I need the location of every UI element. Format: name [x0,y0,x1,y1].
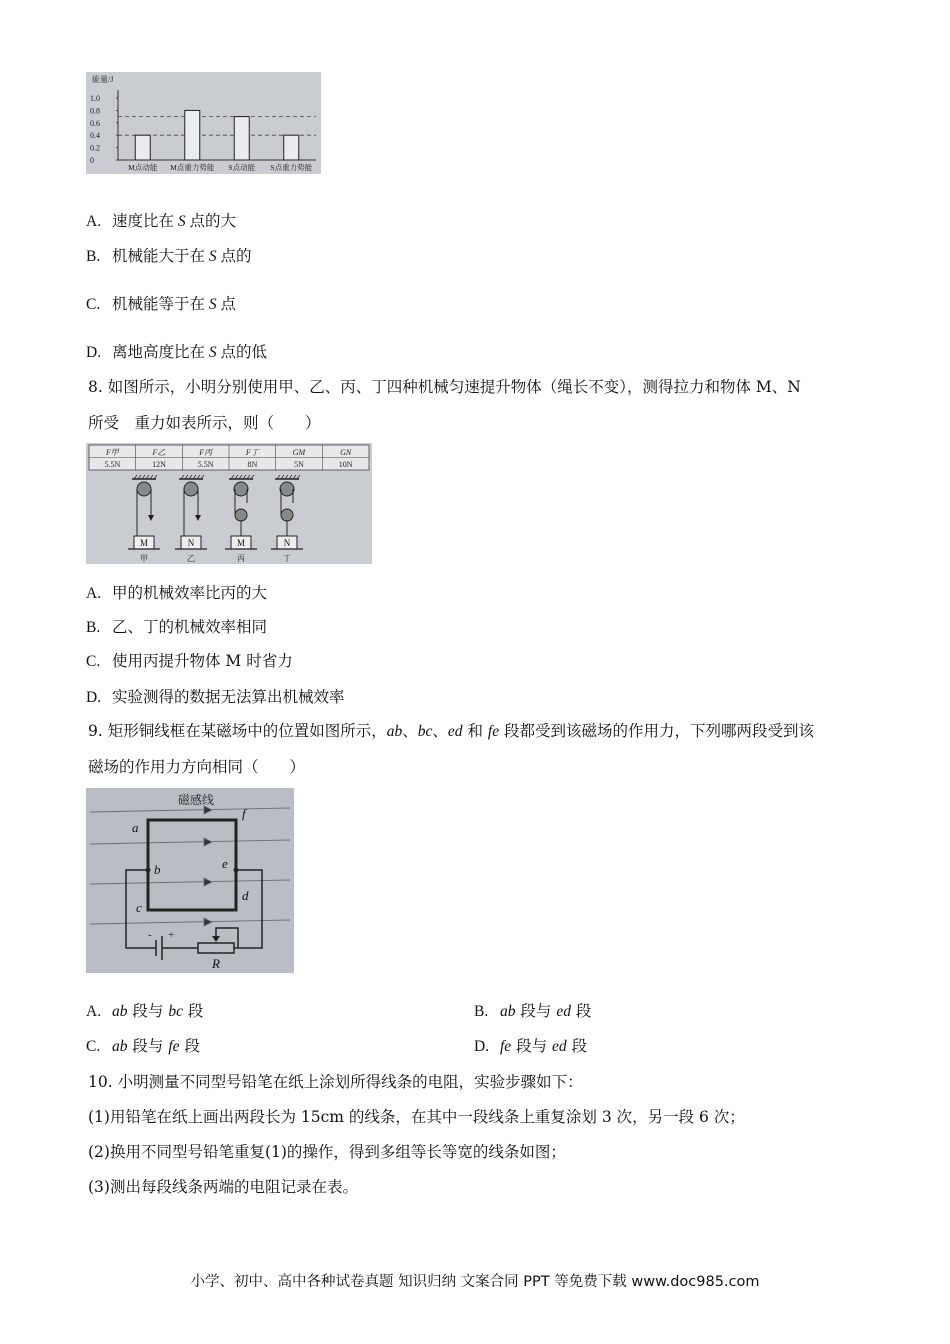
energy-chart-svg [86,72,321,174]
option-text: 段 [179,1037,200,1055]
figure-point-label: e [222,856,228,871]
table-value-cell: 5.5N [104,460,121,469]
option-segment: ed [556,1003,571,1020]
table-header-cell: GN [340,448,352,457]
table-value-cell: 12N [152,460,166,469]
q10-step2: (2)换用不同型号铅笔重复(1)的操作，得到多组等长等宽的线条如图； [88,1143,566,1161]
energy-bar-chart [86,72,321,174]
table-header-cell: F乙 [152,448,166,457]
energy-bar [185,110,200,160]
y-tick-label: 0.4 [90,131,100,141]
field-line [90,920,290,924]
option-variable: S [205,248,221,265]
q10-stem-line1: 10. 小明测量不同型号铅笔在纸上涂划所得线条的电阻，实验步骤如下： [88,1073,583,1091]
option-text: 离地高度比在 [112,343,206,361]
category-label: S点动能 [228,163,256,172]
option-text: 乙、丁的机械效率相同 [112,618,268,636]
option-text: 机械能大于在 [112,247,206,265]
option-text: 机械能等于在 [112,295,206,313]
option-letter: A. [86,585,102,602]
machine-label: 乙 [187,554,195,563]
field-arrow [204,878,212,886]
pulley-svg [86,443,372,564]
fig-title-text: 磁感线 [178,793,215,807]
q9-option[interactable] [86,1036,200,1057]
option-letter: C. [86,653,101,670]
pulley-wheel [234,482,248,496]
table-header-cell: GM [292,448,306,457]
q9-option[interactable] [86,1001,203,1022]
block-label: M [236,538,246,548]
option-text: 段 [571,1002,592,1020]
q9-stem-line2: 磁场的作用力方向相同（ ） [88,758,306,776]
category-label: M点重力势能 [170,163,215,172]
energy-bar [234,117,249,160]
block-label: N [283,538,291,548]
option-segment: ab [500,1003,516,1020]
table-value-cell: 5.5N [197,460,214,469]
q8-option[interactable] [86,687,345,708]
field-line [90,840,290,844]
q8-option[interactable] [86,617,267,638]
q9-stem-line1: 9. 矩形铜线框在某磁场中的位置如图所示，ab、bc、ed 和 fe 段都受到该磁场的作用力，下列哪两段受到该 [88,722,815,740]
option-segment: ab [112,1038,128,1055]
option-letter: D. [86,344,102,361]
option-text: 点的低 [220,343,268,361]
q9-option[interactable] [474,1036,587,1057]
q7-option[interactable] [86,294,236,315]
option-segment: ed [552,1038,567,1055]
svg-text:+: + [168,929,175,941]
table-value-cell: 8N [247,460,258,469]
option-text: 段与 [127,1002,169,1020]
figure-point-label: c [136,900,142,915]
y-tick-label: 0.8 [90,106,100,116]
option-variable: S [205,296,221,313]
energy-y-label: 能量/J [92,75,114,84]
energy-bar [135,135,150,160]
option-variable: S [174,213,190,230]
pulley-wheel [235,509,247,521]
table-header-cell: F丁 [245,448,259,457]
option-text: 速度比在 [112,212,175,230]
option-segment: fe [168,1038,180,1055]
y-tick-label: 0.2 [90,143,100,153]
figure-point-label: d [242,888,249,903]
figure-point-label: b [154,862,161,877]
pulley-wheel [137,482,151,496]
table-value-cell: 10N [338,460,353,469]
table-value-cell: 5N [294,460,304,469]
option-segment: bc [168,1003,183,1020]
q9-option[interactable] [474,1001,591,1022]
y-tick-label: 0 [90,156,94,165]
table-header-cell: F甲 [105,448,119,457]
option-text: 实验测得的数据无法算出机械效率 [112,688,345,706]
q8-option[interactable] [86,583,267,604]
block-label: N [187,538,195,548]
category-label: S点重力势能 [270,163,313,172]
option-text: 甲的机械效率比丙的大 [112,584,268,602]
option-text: 段与 [515,1002,557,1020]
machine-label: 丙 [237,554,245,563]
option-letter: D. [86,689,102,706]
option-text: 段与 [511,1037,553,1055]
q7-option[interactable] [86,246,252,267]
option-letter: B. [474,1003,489,1020]
footer-text: 小学、初中、高中各种试卷真题 知识归纳 文案合同 PPT 等免费下载 www.doc985.com [190,1274,760,1290]
option-text: 点的大 [189,212,237,230]
field-arrow [204,918,212,926]
magnetic-svg [86,788,294,973]
option-text: 段与 [127,1037,169,1055]
q7-option[interactable] [86,342,267,363]
q8-stem-line1: 8. 如图所示，小明分别使用甲、乙、丙、丁四种机械匀速提升物体（绳长不变），测得拉力和物体 M、N [88,378,801,396]
pulley-wheel [280,482,294,496]
pulley-wheel [184,482,198,496]
pulley-figure [86,443,372,564]
option-text: 段 [566,1037,588,1055]
q8-option[interactable] [86,651,293,672]
svg-text:-: - [148,929,152,941]
option-letter: A. [86,213,102,230]
option-letter: B. [86,619,101,636]
y-tick-label: 1.0 [90,94,100,103]
q8-stem-line2: 所受 重力如表所示，则（ ） [88,414,321,432]
machine-label: 甲 [140,554,148,563]
field-arrow [204,806,212,814]
option-letter: D. [474,1038,490,1055]
option-variable: S [205,344,221,361]
pulley-wheel [281,509,293,521]
option-letter: A. [86,1003,102,1020]
category-label: M点动能 [128,163,158,172]
option-text: 使用丙提升物体 M 时省力 [112,652,293,670]
machine-label: 丁 [283,554,291,563]
magnetic-field-figure [86,788,294,973]
energy-bar [284,135,299,160]
field-line [90,808,290,812]
option-text: 点 [220,295,237,313]
q10-step1: (1)用铅笔在纸上画出两段长为 15cm 的线条，在其中一段线条上重复涂划 3 次，另一段 6 次； [88,1108,745,1126]
option-segment: fe [500,1038,512,1055]
option-letter: C. [86,296,101,313]
q10-step3: (3)测出每段线条两端的电阻记录在表。 [88,1178,358,1196]
figure-point-label: f [242,806,246,821]
option-segment: ab [112,1003,128,1020]
field-line [90,880,290,884]
option-letter: B. [86,248,101,265]
figure-point-label: R [212,956,220,971]
option-text: 点的 [220,247,252,265]
y-tick-label: 0.6 [90,118,100,128]
q7-option[interactable] [86,211,236,232]
block-label: M [139,538,149,548]
field-arrow [204,838,212,846]
option-text: 段 [183,1002,204,1020]
figure-point-label: a [132,820,139,835]
option-letter: C. [86,1038,101,1055]
table-header-cell: F丙 [199,448,213,457]
